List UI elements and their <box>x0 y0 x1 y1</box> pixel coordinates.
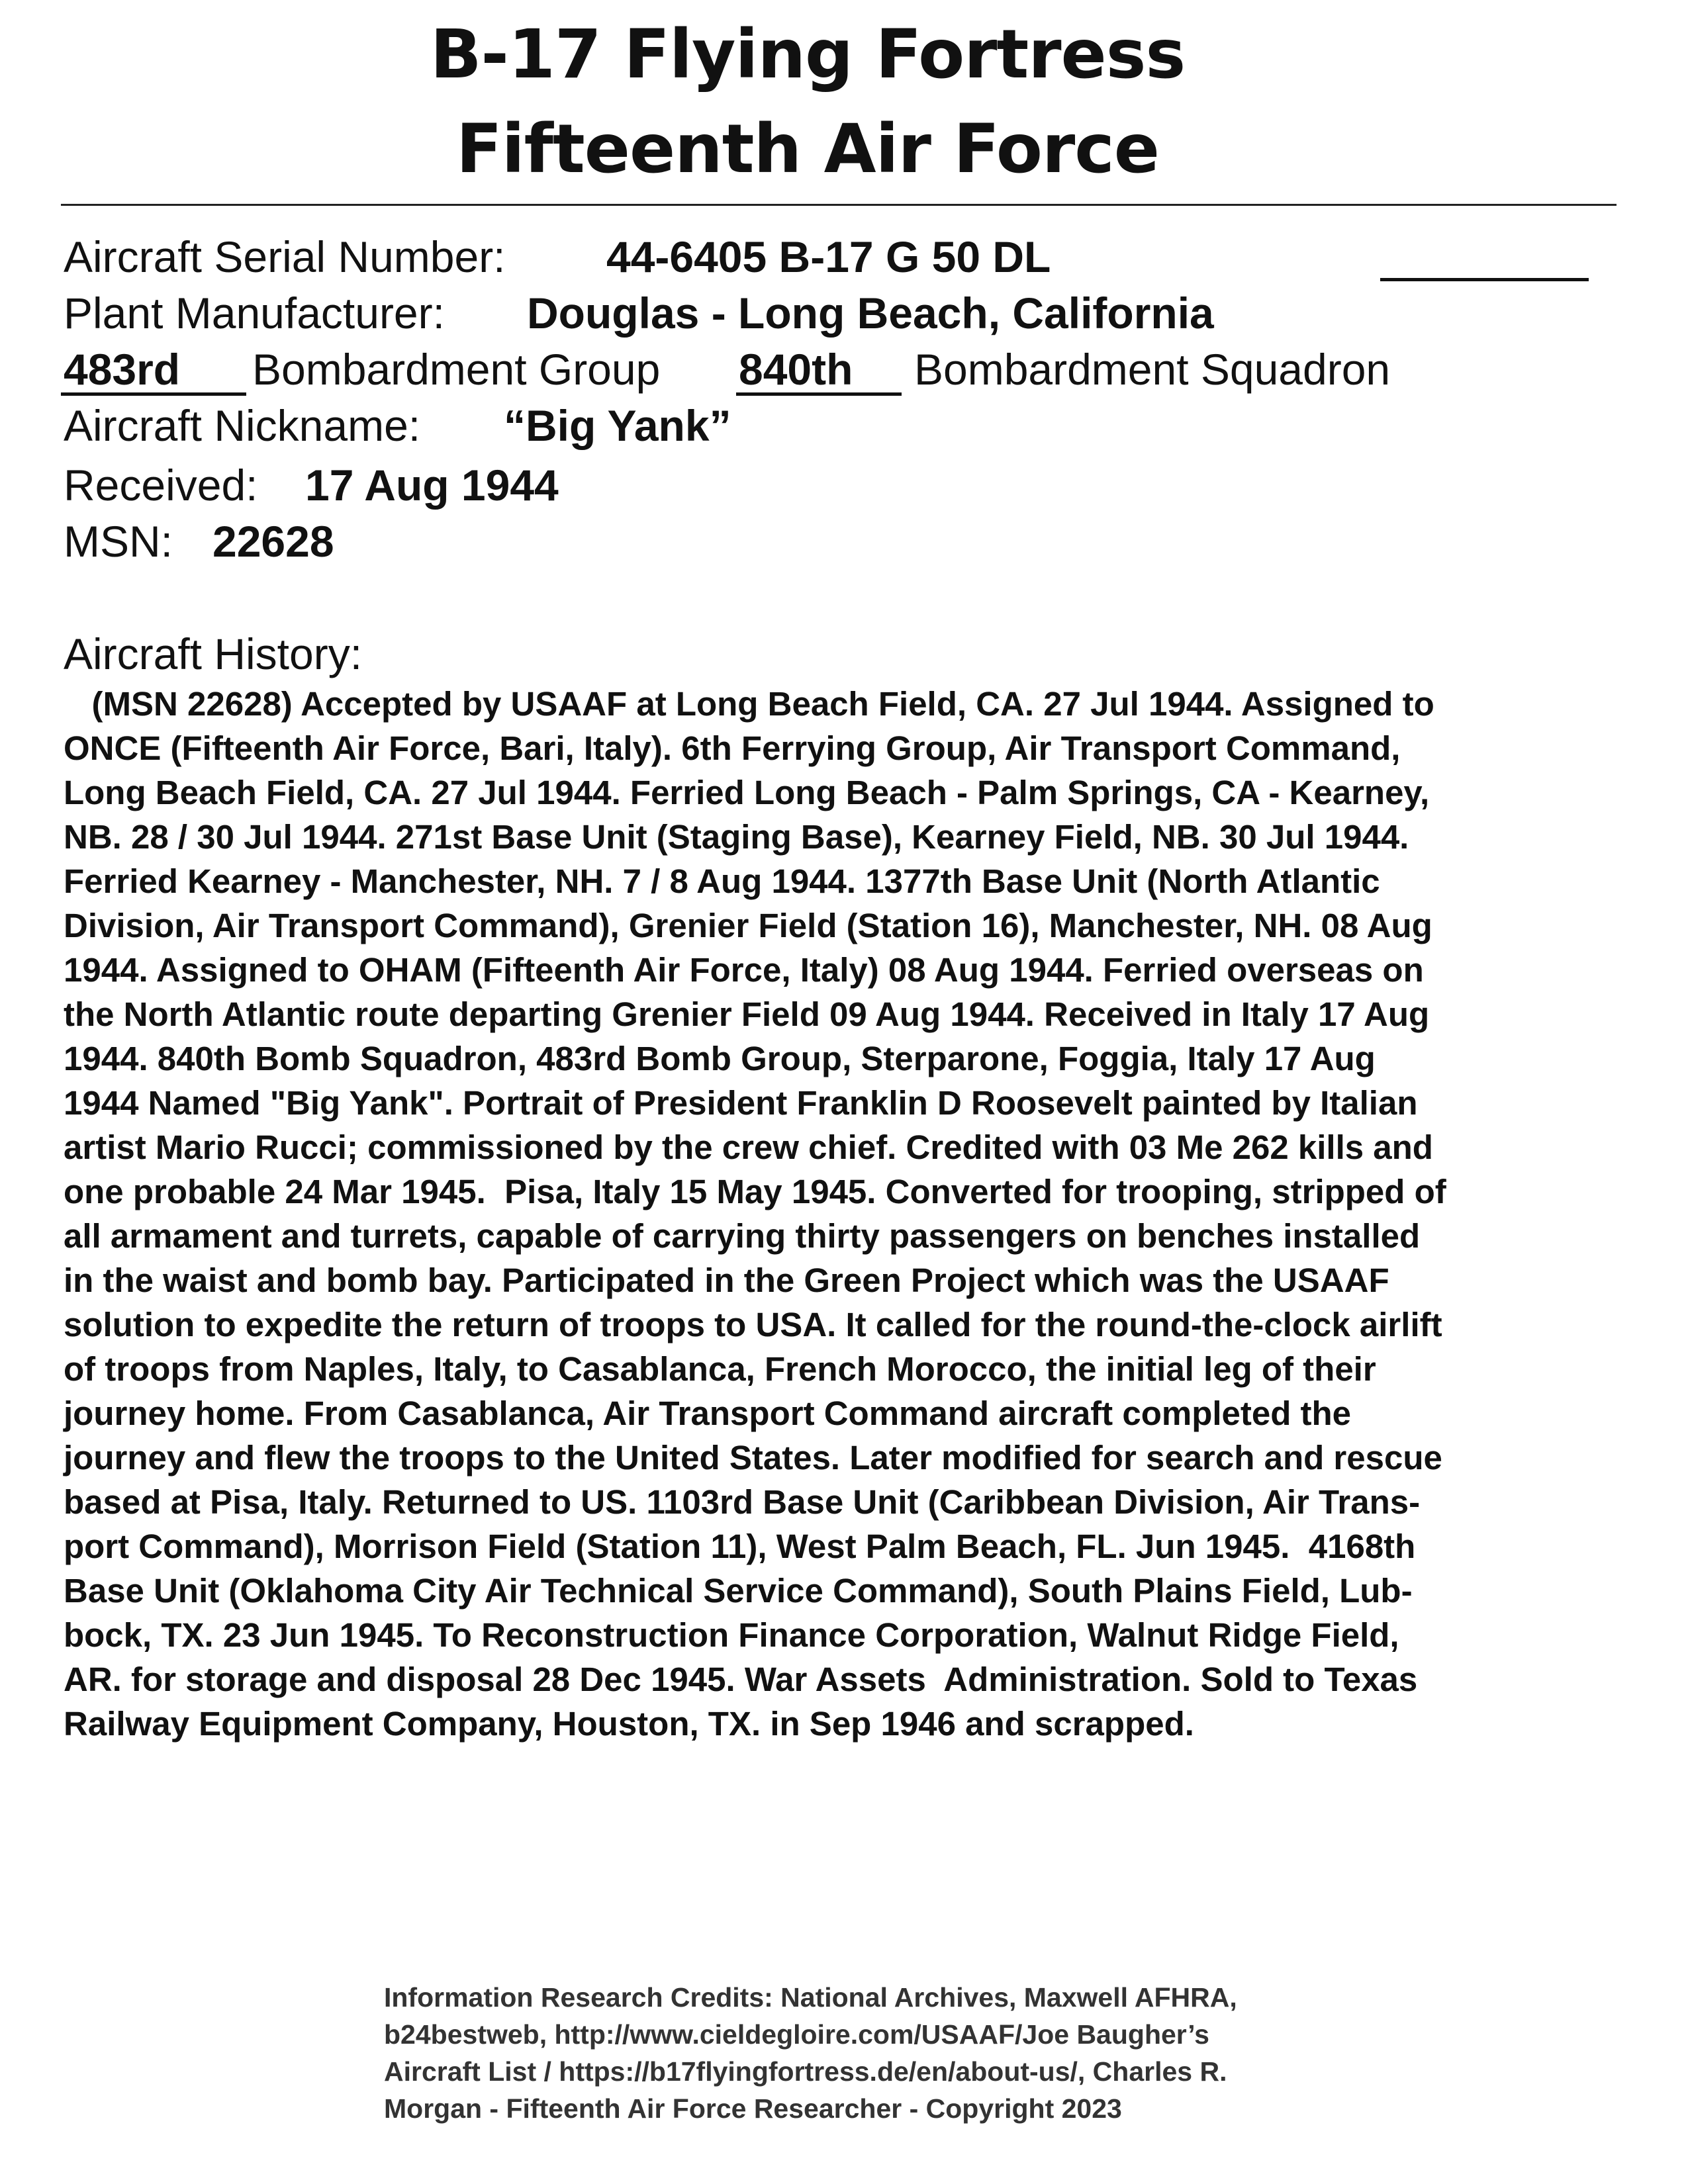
serial-number-label: Aircraft Serial Number: <box>64 232 506 281</box>
history-line: Ferried Kearney - Manchester, NH. 7 / 8 Aug 1944. 1377th Base Unit (North Atlantic <box>64 862 1380 900</box>
history-line: of troops from Naples, Italy, to Casablanca, French Morocco, the initial leg of their <box>64 1350 1376 1388</box>
credits-block <box>384 1979 1377 2127</box>
received-value: 17 Aug 1944 <box>305 461 559 510</box>
nickname-value: “Big Yank” <box>504 401 731 450</box>
history-line: NB. 28 / 30 Jul 1944. 271st Base Unit (Staging Base), Kearney Field, NB. 30 Jul 1944. <box>64 818 1409 856</box>
msn-label: MSN: <box>64 517 173 566</box>
history-line: 1944. 840th Bomb Squadron, 483rd Bomb Group, Sterparone, Foggia, Italy 17 Aug <box>64 1040 1376 1077</box>
history-line: in the waist and bomb bay. Participated in the Green Project which was the USAAF <box>64 1261 1389 1299</box>
group-blank-line <box>61 392 246 396</box>
credits-line: Information Research Credits: National Archives, Maxwell AFHRA, <box>384 1982 1237 2013</box>
history-line: all armament and turrets, capable of carrying thirty passengers on benches installed <box>64 1217 1421 1255</box>
history-line: Base Unit (Oklahoma City Air Technical Service Command), South Plains Field, Lub- <box>64 1572 1413 1610</box>
history-line: bock, TX. 23 Jun 1945. To Reconstruction Finance Corporation, Walnut Ridge Field, <box>64 1616 1399 1654</box>
group-value: 483rd <box>64 345 181 394</box>
manufacturer-label: Plant Manufacturer: <box>64 289 445 338</box>
title-divider <box>61 204 1617 206</box>
history-line: Long Beach Field, CA. 27 Jul 1944. Ferried Long Beach - Palm Springs, CA - Kearney, <box>64 774 1430 811</box>
history-line: journey home. From Casablanca, Air Transport Command aircraft completed the <box>64 1394 1352 1432</box>
history-line: ONCE (Fifteenth Air Force, Bari, Italy). 6th Ferrying Group, Air Transport Command, <box>64 729 1401 767</box>
history-line: based at Pisa, Italy. Returned to US. 1103rd Base Unit (Caribbean Division, Air Trans- <box>64 1483 1421 1521</box>
nickname-label: Aircraft Nickname: <box>64 401 421 450</box>
credits-line: b24bestweb, http://www.cieldegloire.com/USAAF/Joe Baugher’s <box>384 2019 1209 2050</box>
serial-blank-line <box>1380 278 1589 281</box>
squadron-blank-line <box>736 392 902 396</box>
history-line: Railway Equipment Company, Houston, TX. in Sep 1946 and scrapped. <box>64 1705 1194 1743</box>
group-label: Bombardment Group <box>252 345 661 394</box>
squadron-value: 840th <box>739 345 853 394</box>
page-title-line-1: B-17 Flying Fortress <box>430 15 1186 94</box>
credits-line: Aircraft List / https://b17flyingfortress.de/en/about-us/, Charles R. <box>384 2056 1227 2087</box>
history-body <box>64 682 1679 1746</box>
history-line: the North Atlantic route departing Grenier Field 09 Aug 1944. Received in Italy 17 Aug <box>64 995 1430 1033</box>
history-heading: Aircraft History: <box>64 629 363 678</box>
history-line: solution to expedite the return of troops to USA. It called for the round-the-clock airlift <box>64 1306 1442 1343</box>
manufacturer-value: Douglas - Long Beach, California <box>527 289 1214 338</box>
history-line: AR. for storage and disposal 28 Dec 1945. War Assets Administration. Sold to Texas <box>64 1661 1418 1698</box>
history-line: port Command), Morrison Field (Station 11), West Palm Beach, FL. Jun 1945. 4168th <box>64 1527 1416 1565</box>
history-line: (MSN 22628) Accepted by USAAF at Long Beach Field, CA. 27 Jul 1944. Assigned to <box>64 685 1434 723</box>
squadron-label: Bombardment Squadron <box>914 345 1391 394</box>
msn-value: 22628 <box>212 517 334 566</box>
history-line: one probable 24 Mar 1945. Pisa, Italy 15 May 1945. Converted for trooping, stripped of <box>64 1173 1446 1210</box>
history-line: Division, Air Transport Command), Grenier Field (Station 16), Manchester, NH. 08 Aug <box>64 907 1432 944</box>
history-line: artist Mario Rucci; commissioned by the crew chief. Credited with 03 Me 262 kills and <box>64 1128 1433 1166</box>
history-line: 1944. Assigned to OHAM (Fifteenth Air Force, Italy) 08 Aug 1944. Ferried overseas on <box>64 951 1424 989</box>
page-title-line-2: Fifteenth Air Force <box>456 110 1159 189</box>
history-line: 1944 Named "Big Yank". Portrait of President Franklin D Roosevelt painted by Italian <box>64 1084 1418 1122</box>
serial-number-value: 44-6405 B-17 G 50 DL <box>606 232 1051 281</box>
credits-line: Morgan - Fifteenth Air Force Researcher - Copyright 2023 <box>384 2093 1122 2124</box>
received-label: Received: <box>64 461 258 510</box>
history-line: journey and flew the troops to the United States. Later modified for search and rescue <box>64 1439 1442 1477</box>
